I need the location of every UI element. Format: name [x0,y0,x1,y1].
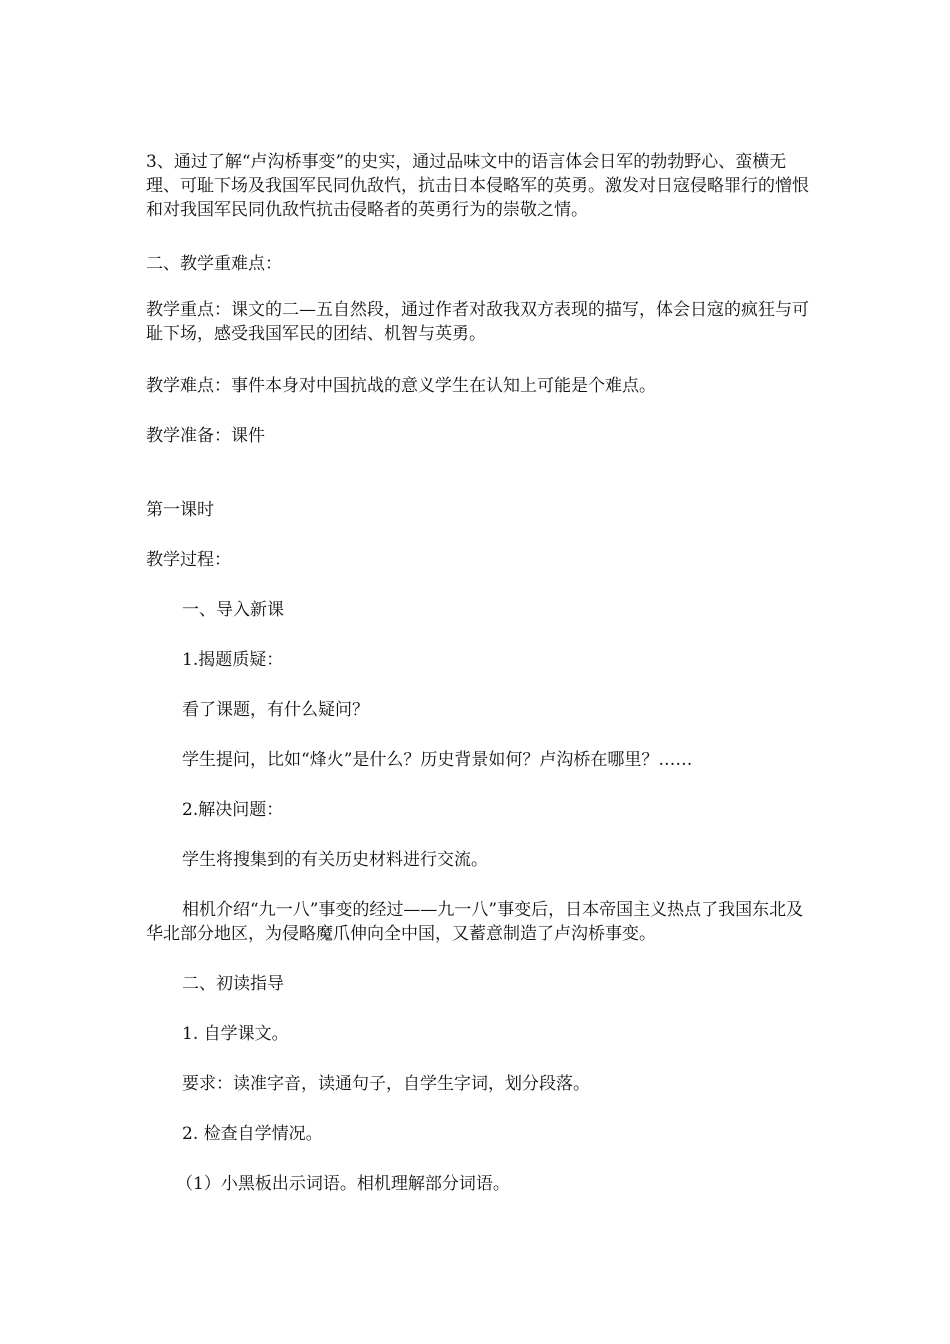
question-prompt-paragraph: 看了课题，有什么疑问？ [182,700,369,720]
student-exchange-paragraph: 学生将搜集到的有关历史材料进行交流。 [182,850,488,870]
teaching-difficulty-paragraph: 教学难点：事件本身对中国抗战的意义学生在认知上可能是个难点。 [146,376,656,396]
teaching-focus-paragraph: 教学重点：课文的二—五自然段，通过作者对敌我双方表现的描写，体会日寇的疯狂与可耻下场，感受我国军民的团结、机智与英勇。 [146,300,809,344]
section-heading-key-points: 二、教学重难点： [146,254,282,274]
step-self-study-heading: 1. 自学课文。 [182,1024,289,1044]
student-questions-paragraph: 学生提问，比如“烽火”是什么？历史背景如何？卢沟桥在哪里？…… [182,750,693,770]
history-introduction-paragraph: 相机介绍“九一八”事变的经过——九一八”事变后，日本帝国主义热点了我国东北及华北部分地区，为侵略魔爪伸向全中国，又蓄意制造了卢沟桥事变。 [146,900,804,944]
section-first-reading-heading: 二、初读指导 [182,974,284,994]
teaching-process-heading: 教学过程： [146,550,231,570]
objective-3-paragraph: 3、通过了解“卢沟桥事变”的史实，通过品味文中的语言体会日军的勃勃野心、蛮横无理、可耻下场及我国军民同仇敌忾，抗击日本侵略军的英勇。激发对日寇侵略罪行的憎恨和对我国军民同仇敌忾抗击侵略者的英勇行为的崇敬之情。 [146,152,809,220]
step-solve-heading: 2.解决问题： [182,800,284,820]
teaching-preparation-paragraph: 教学准备：课件 [146,426,265,446]
requirements-paragraph: 要求：读准字音，读通句子，自学生字词，划分段落。 [182,1074,590,1094]
step-question-heading: 1.揭题质疑： [182,650,284,670]
vocabulary-item-paragraph: （1）小黑板出示词语。相机理解部分词语。 [176,1174,510,1194]
lesson-period-heading: 第一课时 [146,500,214,520]
section-intro-heading: 一、导入新课 [182,600,284,620]
step-check-heading: 2. 检查自学情况。 [182,1124,323,1144]
